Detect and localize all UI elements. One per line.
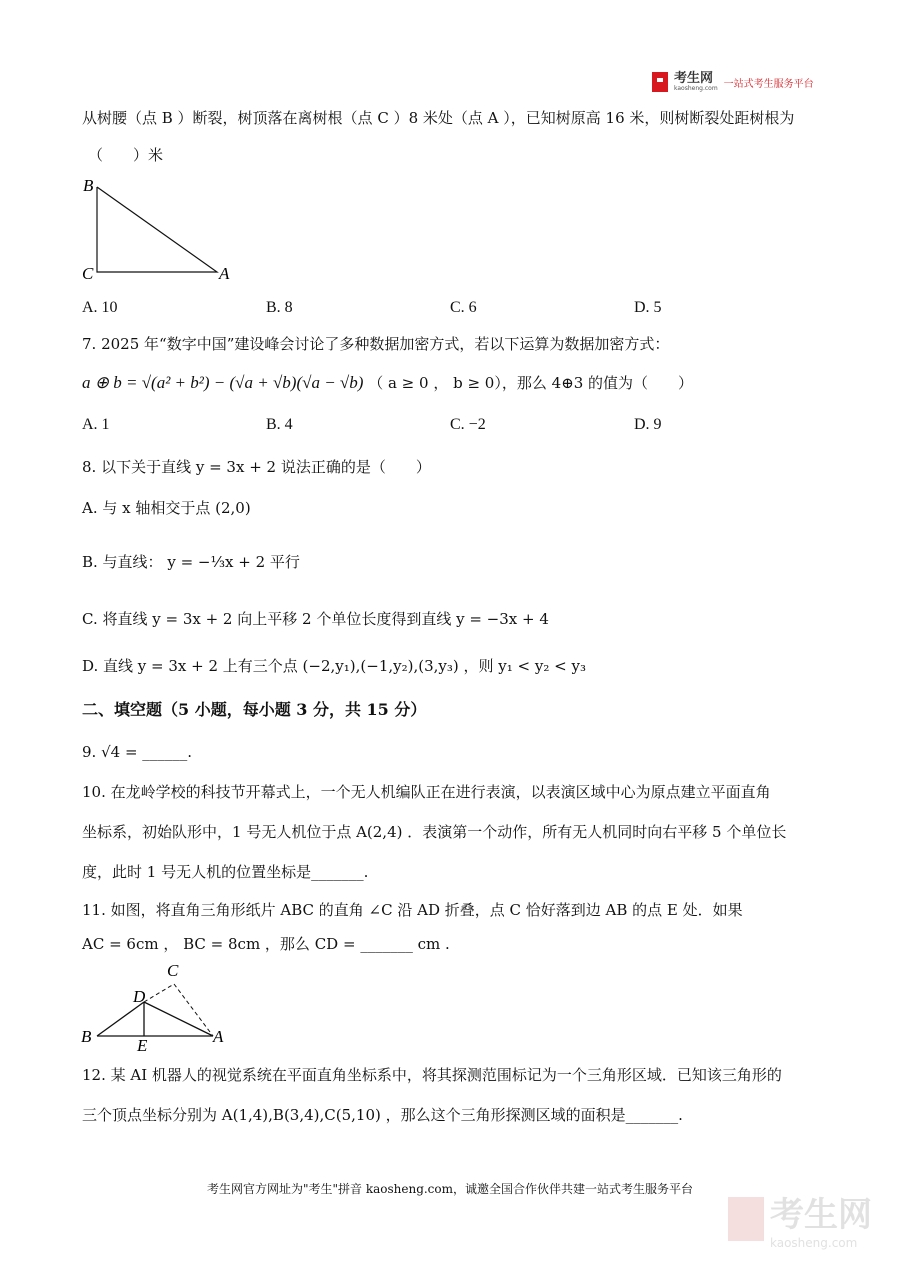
q7-option-a: A. 1: [82, 416, 110, 433]
q8-stem: 8. 以下关于直线 y = 3x + 2 说法正确的是（ ）: [82, 458, 431, 476]
q7-formula: a ⊕ b = √(a² + b²) − (√a + √b)(√a − √b): [82, 373, 364, 392]
q9-text: 9. √4 = ______.: [82, 743, 193, 761]
logo-name: 考生网: [674, 71, 714, 86]
q7-option-d: D. 9: [634, 416, 662, 433]
label-c: C: [82, 264, 94, 283]
header-logo: [652, 72, 814, 92]
watermark: [728, 1187, 872, 1250]
q11-fold-figure: [78, 958, 248, 1053]
segment-bd: [97, 1002, 144, 1036]
q10-line2: 坐标系，初始队形中，1 号无人机位于点 A(2,4) ．表演第一个动作，所有无人机同时向右平移 5 个单位长: [82, 823, 787, 841]
watermark-logo-icon: [728, 1197, 764, 1241]
q8-option-d: D. 直线 y = 3x + 2 上有三个点 (−2,y₁),(−1,y₂),(3,y₃) ，则 y₁ < y₂ < y₃: [82, 657, 586, 675]
q6-option-a: A. 10: [82, 299, 118, 316]
q6-text-line1: 从树腰（点 B ）断裂，树顶落在离树根（点 C ）8 米处（点 A ），已知树原高 16 米，则树断裂处距树根为: [82, 109, 795, 127]
q10-line3: 度，此时 1 号无人机的位置坐标是_______.: [82, 863, 369, 881]
q7-condition: （ a ≥ 0 ， b ≥ 0），那么 4⊕3 的值为（ ）: [368, 374, 694, 392]
q7-option-b: B. 4: [266, 416, 293, 433]
label-c: C: [167, 961, 179, 980]
section-fill-in-heading: 二、填空题（5 小题，每小题 3 分，共 15 分）: [82, 700, 427, 719]
segment-da: [144, 1002, 213, 1036]
label-b: B: [81, 1027, 92, 1046]
q6-option-c: C. 6: [450, 299, 477, 316]
segment-ca: [174, 984, 213, 1036]
q6-text-line2: （ ）米: [88, 146, 164, 164]
q6-option-d: D. 5: [634, 299, 662, 316]
q10-line1: 10. 在龙岭学校的科技节开幕式上，一个无人机编队正在进行表演，以表演区域中心为原点建立平面直角: [82, 783, 771, 801]
q7-option-c: C. −2: [450, 416, 486, 433]
q11-line1: 11. 如图，将直角三角形纸片 ABC 的直角 ∠C 沿 AD 折叠，点 C 恰好落到边 AB 的点 E 处．如果: [82, 901, 743, 919]
q8-option-c: C. 将直线 y = 3x + 2 向上平移 2 个单位长度得到直线 y = −3x + 4: [82, 610, 549, 628]
q7-stem: 7. 2025 年“数字中国”建设峰会讨论了多种数据加密方式，若以下运算为数据加密方式：: [82, 335, 670, 353]
triangle-abc: [97, 187, 217, 272]
q8-option-b: B. 与直线： y = −⅓x + 2 平行: [82, 553, 300, 571]
q12-line1: 12. 某 AI 机器人的视觉系统在平面直角坐标系中，将其探测范围标记为一个三角形区域．已知该三角形的: [82, 1066, 782, 1084]
label-b: B: [83, 176, 94, 195]
logo-mark-icon: [652, 72, 668, 92]
header-slogan: 一站式考生服务平台: [723, 78, 814, 90]
logo-url: kaosheng.com: [674, 85, 718, 92]
label-a: A: [213, 1027, 224, 1046]
label-d: D: [133, 987, 146, 1006]
segment-dc: [144, 984, 174, 1002]
q6-tree-figure: [80, 175, 240, 285]
footer-text: 考生网官方网址为"考生"拼音 kaosheng.com，诚邀全国合作伙伴共建一站式考生服务平台: [206, 1182, 694, 1196]
q8-option-a: A. 与 x 轴相交于点 (2,0): [82, 499, 251, 517]
watermark-name: 考生网: [770, 1195, 872, 1235]
label-a: A: [219, 264, 230, 283]
watermark-url: kaosheng.com: [770, 1236, 858, 1250]
q6-option-b: B. 8: [266, 299, 293, 316]
label-e: E: [137, 1036, 148, 1053]
q11-line2: AC = 6cm ， BC = 8cm ，那么 CD = _______ cm .: [82, 935, 450, 953]
q12-line2: 三个顶点坐标分别为 A(1,4),B(3,4),C(5,10) ，那么这个三角形探测区域的面积是_______.: [82, 1106, 683, 1124]
